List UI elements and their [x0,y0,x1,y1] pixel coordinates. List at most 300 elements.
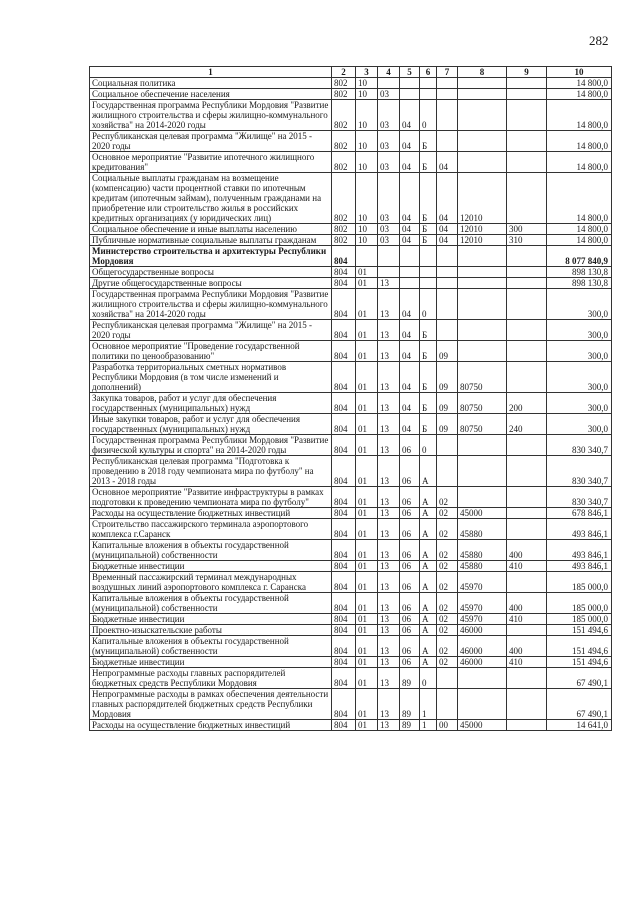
amount-cell: 67 490,1 [547,668,612,689]
subsection-code-cell: 03 [378,100,400,131]
subprogram-code-cell: Б [420,414,437,435]
row-name-cell: Проектно-изыскательские работы [90,625,332,636]
amount-cell: 678 846,1 [547,508,612,519]
program-code-cell: 04 [400,341,420,362]
event-code-cell [437,89,458,100]
table-row [90,131,612,152]
subprogram-code-cell: 0 [420,100,437,131]
program-code-cell: 06 [400,456,420,487]
expense-type-cell [507,519,547,540]
subsection-code-cell: 13 [378,572,400,593]
table-row [90,614,612,625]
section-code-cell: 01 [356,414,378,435]
table-row [90,224,612,235]
event-code-cell [437,267,458,278]
event-code-cell: 04 [437,173,458,224]
section-code-cell: 01 [356,625,378,636]
chapter-code-cell: 802 [332,235,356,246]
expense-type-cell [507,131,547,152]
program-code-cell: 06 [400,540,420,561]
table-row [90,414,612,435]
expense-type-cell: 310 [507,235,547,246]
direction-code-cell: 45880 [458,540,507,561]
section-code-cell: 10 [356,131,378,152]
expense-type-cell [507,689,547,720]
chapter-code-cell: 804 [332,668,356,689]
subprogram-code-cell: А [420,593,437,614]
subprogram-code-cell: А [420,456,437,487]
subprogram-code-cell: Б [420,173,437,224]
row-name-cell: Общегосударственные вопросы [90,267,332,278]
chapter-code-cell: 804 [332,561,356,572]
section-code-cell: 01 [356,435,378,456]
row-name-cell: Республиканская целевая программа "Подготовка к проведению в 2018 году чемпионата мира по футболу" на 2013 - 2018 годы [90,456,332,487]
expense-type-cell: 400 [507,636,547,657]
amount-cell: 300,0 [547,341,612,362]
expense-type-cell [507,173,547,224]
event-code-cell [437,456,458,487]
table-row [90,100,612,131]
subsection-code-cell [378,78,400,89]
program-code-cell: 06 [400,572,420,593]
subprogram-code-cell: А [420,519,437,540]
subsection-code-cell: 03 [378,152,400,173]
chapter-code-cell: 802 [332,173,356,224]
table-row [90,78,612,89]
subsection-code-cell: 13 [378,625,400,636]
row-name-cell: Непрограммные расходы в рамках обеспечения деятельности главных распорядителей бюджетных средств Республики Мордовия [90,689,332,720]
amount-cell: 300,0 [547,320,612,341]
expense-type-cell [507,278,547,289]
expense-type-cell [507,435,547,456]
chapter-code-cell: 802 [332,152,356,173]
subsection-code-cell [378,267,400,278]
chapter-code-cell: 804 [332,456,356,487]
direction-code-cell [458,456,507,487]
section-code-cell: 01 [356,362,378,393]
program-code-cell: 04 [400,131,420,152]
page-number: 282 [589,33,609,48]
budget-table [89,66,612,731]
event-code-cell [437,289,458,320]
table-row [90,636,612,657]
subsection-code-cell: 13 [378,289,400,320]
chapter-code-cell: 804 [332,289,356,320]
table-row [90,267,612,278]
section-code-cell: 01 [356,636,378,657]
subsection-code-cell: 13 [378,414,400,435]
subprogram-code-cell: А [420,657,437,668]
event-code-cell: 02 [437,636,458,657]
amount-cell: 14 800,0 [547,78,612,89]
direction-code-cell [458,131,507,152]
amount-cell: 898 130,8 [547,278,612,289]
chapter-code-cell: 804 [332,435,356,456]
chapter-code-cell: 802 [332,89,356,100]
amount-cell: 830 340,7 [547,435,612,456]
amount-cell: 185 000,0 [547,572,612,593]
program-code-cell: 06 [400,519,420,540]
expense-type-cell: 240 [507,414,547,435]
chapter-code-cell: 804 [332,320,356,341]
event-code-cell: 09 [437,362,458,393]
section-code-cell: 01 [356,341,378,362]
expense-type-cell [507,487,547,508]
subsection-code-cell: 13 [378,341,400,362]
header-cell: 1 [90,67,332,78]
program-code-cell: 04 [400,152,420,173]
row-name-cell: Временный пассажирский терминал международных воздушных линий аэропортового комплекса г. Саранска [90,572,332,593]
row-name-cell: Капитальные вложения в объекты государственной (муниципальной) собственности [90,540,332,561]
expense-type-cell [507,89,547,100]
section-code-cell: 01 [356,320,378,341]
section-code-cell: 01 [356,267,378,278]
subsection-code-cell [378,246,400,267]
amount-cell: 300,0 [547,414,612,435]
amount-cell: 493 846,1 [547,561,612,572]
amount-cell: 14 800,0 [547,235,612,246]
program-code-cell: 06 [400,625,420,636]
subsection-code-cell: 13 [378,540,400,561]
amount-cell: 300,0 [547,289,612,320]
expense-type-cell [507,341,547,362]
amount-cell: 14 800,0 [547,173,612,224]
direction-code-cell: 45000 [458,720,507,731]
direction-code-cell: 45880 [458,519,507,540]
amount-cell: 185 000,0 [547,593,612,614]
row-name-cell: Закупка товаров, работ и услуг для обеспечения государственных (муниципальных) нужд [90,393,332,414]
subprogram-code-cell: 1 [420,720,437,731]
program-code-cell: 06 [400,593,420,614]
chapter-code-cell: 802 [332,224,356,235]
subprogram-code-cell: А [420,636,437,657]
chapter-code-cell: 804 [332,657,356,668]
subprogram-code-cell [420,278,437,289]
program-code-cell: 04 [400,320,420,341]
chapter-code-cell: 804 [332,614,356,625]
expense-type-cell: 400 [507,593,547,614]
subprogram-code-cell: А [420,487,437,508]
event-code-cell: 04 [437,152,458,173]
subprogram-code-cell: 0 [420,289,437,320]
amount-cell: 300,0 [547,393,612,414]
direction-code-cell [458,78,507,89]
subprogram-code-cell: А [420,561,437,572]
amount-cell: 185 000,0 [547,614,612,625]
expense-type-cell [507,320,547,341]
subprogram-code-cell: Б [420,320,437,341]
table-row [90,289,612,320]
row-name-cell: Социальное обеспечение и иные выплаты населению [90,224,332,235]
subsection-code-cell: 13 [378,508,400,519]
subsection-code-cell: 03 [378,224,400,235]
table-row [90,689,612,720]
direction-code-cell: 45970 [458,614,507,625]
subprogram-code-cell: А [420,625,437,636]
program-code-cell: 04 [400,173,420,224]
event-code-cell [437,246,458,267]
expense-type-cell [507,572,547,593]
event-code-cell [437,131,458,152]
program-code-cell: 06 [400,508,420,519]
row-name-cell: Другие общегосударственные вопросы [90,278,332,289]
amount-cell: 14 800,0 [547,89,612,100]
section-code-cell: 01 [356,614,378,625]
subsection-code-cell: 13 [378,657,400,668]
subsection-code-cell: 13 [378,614,400,625]
section-code-cell: 01 [356,720,378,731]
subprogram-code-cell [420,78,437,89]
direction-code-cell [458,246,507,267]
section-code-cell: 01 [356,487,378,508]
subprogram-code-cell: 0 [420,668,437,689]
section-code-cell: 10 [356,152,378,173]
subprogram-code-cell [420,246,437,267]
program-code-cell: 06 [400,636,420,657]
program-code-cell: 06 [400,614,420,625]
event-code-cell: 00 [437,720,458,731]
program-code-cell: 04 [400,393,420,414]
subsection-code-cell: 13 [378,689,400,720]
expense-type-cell: 410 [507,561,547,572]
program-code-cell [400,78,420,89]
direction-code-cell [458,267,507,278]
header-cell: 9 [507,67,547,78]
subsection-code-cell: 13 [378,519,400,540]
event-code-cell: 04 [437,235,458,246]
expense-type-cell: 410 [507,657,547,668]
expense-type-cell [507,100,547,131]
direction-code-cell: 12010 [458,224,507,235]
section-code-cell: 10 [356,235,378,246]
expense-type-cell [507,267,547,278]
table-row [90,508,612,519]
header-cell: 5 [400,67,420,78]
amount-cell: 14 800,0 [547,100,612,131]
amount-cell: 151 494,6 [547,625,612,636]
subprogram-code-cell: А [420,540,437,561]
chapter-code-cell: 804 [332,393,356,414]
subprogram-code-cell: А [420,572,437,593]
chapter-code-cell: 804 [332,636,356,657]
expense-type-cell: 400 [507,540,547,561]
direction-code-cell [458,289,507,320]
subsection-code-cell: 13 [378,668,400,689]
subprogram-code-cell: Б [420,152,437,173]
expense-type-cell [507,456,547,487]
subprogram-code-cell: Б [420,131,437,152]
section-code-cell: 01 [356,456,378,487]
program-code-cell: 04 [400,224,420,235]
table-row [90,246,612,267]
direction-code-cell: 45880 [458,561,507,572]
event-code-cell: 02 [437,625,458,636]
direction-code-cell: 46000 [458,625,507,636]
program-code-cell [400,89,420,100]
chapter-code-cell: 804 [332,246,356,267]
chapter-code-cell: 804 [332,540,356,561]
amount-cell: 493 846,1 [547,519,612,540]
chapter-code-cell: 804 [332,362,356,393]
direction-code-cell [458,152,507,173]
program-code-cell: 06 [400,657,420,668]
expense-type-cell [507,668,547,689]
event-code-cell [437,689,458,720]
event-code-cell: 02 [437,572,458,593]
program-code-cell: 89 [400,720,420,731]
row-name-cell: Социальное обеспечение населения [90,89,332,100]
subsection-code-cell: 03 [378,89,400,100]
header-cell: 2 [332,67,356,78]
subprogram-code-cell [420,89,437,100]
row-name-cell: Бюджетные инвестиции [90,561,332,572]
table-row [90,540,612,561]
row-name-cell: Капитальные вложения в объекты государственной (муниципальной) собственности [90,636,332,657]
direction-code-cell: 80750 [458,393,507,414]
subprogram-code-cell: Б [420,224,437,235]
expense-type-cell [507,625,547,636]
table-row [90,393,612,414]
section-code-cell: 01 [356,278,378,289]
row-name-cell: Публичные нормативные социальные выплаты гражданам [90,235,332,246]
direction-code-cell [458,89,507,100]
table-row [90,152,612,173]
event-code-cell: 09 [437,414,458,435]
row-name-cell: Капитальные вложения в объекты государственной (муниципальной) собственности [90,593,332,614]
table-row [90,278,612,289]
amount-cell: 151 494,6 [547,636,612,657]
section-code-cell: 01 [356,289,378,320]
program-code-cell: 89 [400,689,420,720]
event-code-cell: 09 [437,341,458,362]
table-row [90,89,612,100]
event-code-cell: 02 [437,657,458,668]
subsection-code-cell: 13 [378,636,400,657]
direction-code-cell [458,320,507,341]
expense-type-cell: 200 [507,393,547,414]
subprogram-code-cell [420,267,437,278]
table-row [90,487,612,508]
event-code-cell: 02 [437,614,458,625]
section-code-cell: 01 [356,519,378,540]
section-code-cell: 01 [356,393,378,414]
row-name-cell: Разработка территориальных сметных нормативов Республики Мордовия (в том числе изменений и дополнений) [90,362,332,393]
event-code-cell [437,278,458,289]
event-code-cell: 02 [437,561,458,572]
subsection-code-cell: 13 [378,720,400,731]
direction-code-cell: 12010 [458,235,507,246]
expense-type-cell [507,246,547,267]
table-row [90,720,612,731]
direction-code-cell: 80750 [458,414,507,435]
program-code-cell: 06 [400,487,420,508]
table-row [90,320,612,341]
program-code-cell: 06 [400,561,420,572]
subsection-code-cell: 13 [378,393,400,414]
direction-code-cell [458,668,507,689]
direction-code-cell: 80750 [458,362,507,393]
chapter-code-cell: 804 [332,341,356,362]
event-code-cell [437,435,458,456]
event-code-cell [437,100,458,131]
direction-code-cell [458,435,507,456]
chapter-code-cell: 804 [332,720,356,731]
direction-code-cell: 45000 [458,508,507,519]
section-code-cell: 10 [356,100,378,131]
subsection-code-cell: 13 [378,487,400,508]
event-code-cell: 04 [437,224,458,235]
event-code-cell: 02 [437,487,458,508]
chapter-code-cell: 804 [332,414,356,435]
row-name-cell: Иные закупки товаров, работ и услуг для обеспечения государственных (муниципальных) нужд [90,414,332,435]
table-row [90,593,612,614]
direction-code-cell: 45970 [458,572,507,593]
row-name-cell: Социальная политика [90,78,332,89]
row-name-cell: Государственная программа Республики Мордовия "Развитие физической культуры и спорта" на 2014-2020 годы [90,435,332,456]
table-row [90,625,612,636]
section-code-cell: 10 [356,173,378,224]
subprogram-code-cell: Б [420,362,437,393]
row-name-cell: Расходы на осуществление бюджетных инвестиций [90,508,332,519]
subprogram-code-cell: Б [420,235,437,246]
event-code-cell [437,668,458,689]
section-code-cell: 10 [356,224,378,235]
row-name-cell: Основное мероприятие "Развитие ипотечного жилищного кредитования" [90,152,332,173]
section-code-cell: 01 [356,668,378,689]
section-code-cell: 10 [356,89,378,100]
row-name-cell: Расходы на осуществление бюджетных инвестиций [90,720,332,731]
header-cell: 4 [378,67,400,78]
expense-type-cell [507,362,547,393]
program-code-cell: 06 [400,435,420,456]
subsection-code-cell: 13 [378,320,400,341]
table-row [90,561,612,572]
table-row [90,341,612,362]
event-code-cell: 02 [437,508,458,519]
subsection-code-cell: 13 [378,362,400,393]
event-code-cell: 02 [437,519,458,540]
event-code-cell: 02 [437,593,458,614]
header-cell: 10 [547,67,612,78]
row-name-cell: Основное мероприятие "Проведение государственной политики по ценообразованию" [90,341,332,362]
row-name-cell: Бюджетные инвестиции [90,614,332,625]
subsection-code-cell: 13 [378,561,400,572]
expense-type-cell [507,289,547,320]
event-code-cell [437,320,458,341]
section-code-cell: 01 [356,540,378,561]
section-code-cell: 01 [356,572,378,593]
row-name-cell: Республиканская целевая программа "Жилище" на 2015 - 2020 годы [90,131,332,152]
direction-code-cell [458,487,507,508]
table-body [90,78,612,731]
chapter-code-cell: 804 [332,593,356,614]
table-row [90,362,612,393]
expense-type-cell: 300 [507,224,547,235]
row-name-cell: Основное мероприятие "Развитие инфраструктуры в рамках подготовки к проведению чемпионата мира по футболу" [90,487,332,508]
event-code-cell: 02 [437,540,458,561]
program-code-cell: 04 [400,235,420,246]
subsection-code-cell: 03 [378,235,400,246]
chapter-code-cell: 804 [332,267,356,278]
amount-cell: 14 641,0 [547,720,612,731]
row-name-cell: Республиканская целевая программа "Жилище" на 2015 - 2020 годы [90,320,332,341]
header-cell: 3 [356,67,378,78]
amount-cell: 830 340,7 [547,456,612,487]
table-row [90,235,612,246]
table-row [90,572,612,593]
section-code-cell: 01 [356,561,378,572]
amount-cell: 493 846,1 [547,540,612,561]
